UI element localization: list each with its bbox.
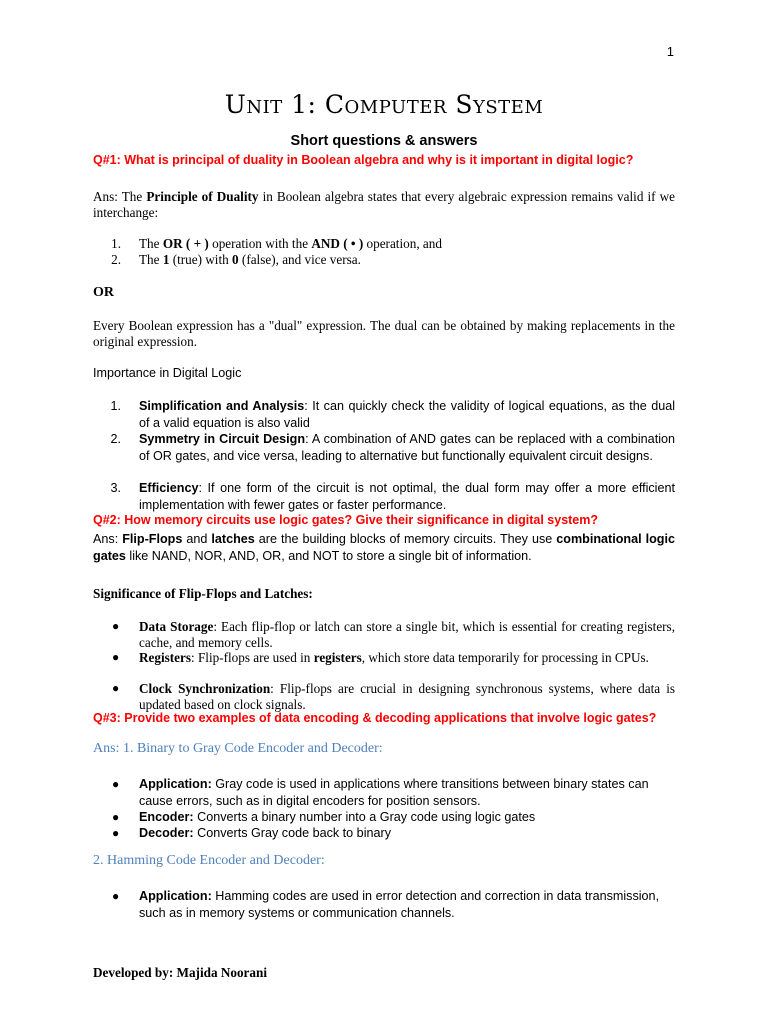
footer-credit: Developed by: Majida Noorani [93,965,267,980]
list-text: Hamming codes are used in error detection and correction in data transmission, such as in memory systems or communication channels. [139,889,660,920]
list-text: (false), and vice versa. [238,252,361,267]
list-text: operation, and [363,236,442,251]
list-text: Converts a binary number into a Gray code using logic gates [193,810,536,824]
bullet-icon: ● [112,650,120,664]
list-bold: Clock Synchronization [139,681,271,696]
list-bold: Symmetry in Circuit Design [139,432,306,446]
answer-1-rest: in Boolean algebra states that every algebraic expression remains valid if we interchange: [93,189,675,220]
answer-text: like NAND, NOR, AND, OR, and NOT to store a single bit of information. [125,549,532,563]
list-bold: Encoder: [139,810,194,824]
significance-list [0,619,768,712]
list-number: 1. [111,236,121,251]
importance-heading: Importance in Digital Logic [93,366,242,380]
list-bold: Decoder: [139,826,194,840]
list-text: The [139,236,163,251]
list-bold: registers [313,650,362,665]
answer-2-paragraph [93,531,675,565]
answer-text: are the building blocks of memory circuits. They use [254,532,557,546]
list-text: Gray code is used in applications where transitions between binary states can cause errors, such as in digital encoders for position sensors. [139,777,649,808]
list-text: : Flip-flops are used in [191,650,314,665]
list-text: : Flip-flops are crucial in designing synchronous systems, where data is updated based on clock signals. [139,681,675,712]
list-bold: Simplification and Analysis [139,399,305,413]
answer-text: and [182,532,212,546]
list-text: (true) with [169,252,233,267]
question-1: Q#1: What is principal of duality in Boolean algebra and why is it important in digital logic? [93,153,634,167]
bullet-icon: ● [112,619,120,633]
list-text: : If one form of the circuit is not optimal, the dual form may offer a more efficient implementation with fewer gates or faster performance. [139,481,675,512]
answer-1-prefix: Ans: The [93,189,147,204]
significance-heading: Significance of Flip-Flops and Latches: [93,586,313,601]
answer-bold: latches [211,532,255,546]
list-number: 2. [111,252,121,267]
list-bold: AND ( • ) [311,236,364,251]
list-number: 3. [110,481,121,495]
answer-1-term: Principle of Duality [146,189,259,204]
list-bold: 1 [162,252,170,267]
bullet-icon: ● [112,826,120,840]
gray-code-list [0,776,768,844]
list-number: 2. [110,432,121,446]
answer-bold: combinational logic gates [93,532,675,563]
bullet-icon: ● [112,889,120,903]
list-text: : It can quickly check the validity of logical equations, as the dual of a valid equation is also valid [139,399,675,430]
answer-1-intro [93,189,675,220]
dual-paragraph: Every Boolean expression has a "dual" expression. The dual can be obtained by making replacements in the original expression. [93,318,675,349]
list-bold: Registers [139,650,191,665]
question-2: Q#2: How memory circuits use logic gates? Give their significance in digital system? [93,513,599,527]
list-text: , which store data temporarily for processing in CPUs. [361,650,649,665]
section-heading-hamming-code: 2. Hamming Code Encoder and Decoder: [93,853,325,868]
list-bold: Efficiency [139,481,199,495]
list-bold: OR ( + ) [162,236,209,251]
list-text: Converts Gray code back to binary [193,826,391,840]
section-heading-gray-code: Ans: 1. Binary to Gray Code Encoder and Decoder: [93,741,383,756]
list-number: 1. [110,399,121,413]
answer-text: Ans: [93,532,123,546]
list-text: : Each flip-flop or latch can store a single bit, which is essential for creating registers, cache, and memory cells. [139,619,675,650]
bullet-icon: ● [112,777,120,791]
page-title: Unit 1: Computer System [224,90,544,119]
bullet-icon: ● [112,810,120,824]
list-text: : A combination of AND gates can be replaced with a combination of OR gates, and vice versa, leading to alternative but functionally equivalent circuit designs. [139,432,675,463]
page-subtitle: Short questions & answers [290,133,478,149]
page-number: 1 [666,44,674,59]
list-bold: Application: [139,889,212,903]
or-label: OR [93,285,114,300]
importance-list [0,398,768,513]
answer-bold: Flip-Flops [122,532,183,546]
list-bold: Application: [139,777,212,791]
list-bold: Data Storage [139,619,214,634]
bullet-icon: ● [112,681,120,695]
list-bold: 0 [232,252,239,267]
duality-list [0,236,768,270]
question-3: Q#3: Provide two examples of data encoding & decoding applications that involve logic gates? [93,711,657,725]
list-text: operation with the [208,236,312,251]
list-text: The [139,252,163,267]
hamming-code-list [0,888,768,924]
